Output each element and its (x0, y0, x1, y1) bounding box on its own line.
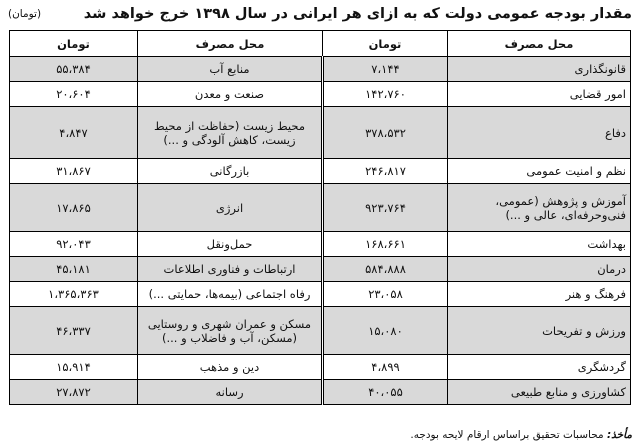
cell-amount-right: ۱۵،۰۸۰ (323, 307, 448, 355)
cell-amount-right: ۴،۸۹۹ (323, 355, 448, 380)
cell-amount-left: ۴۵،۱۸۱ (10, 257, 138, 282)
cell-category-right: امور قضایی (448, 82, 631, 107)
table-row (10, 380, 631, 405)
unit-note: (تومان) (8, 8, 42, 20)
cell-category-right: گردشگری (448, 355, 631, 380)
cell-category-right: ورزش و تفریحات (448, 307, 631, 355)
cell-category-left: محیط زیست (حفاظت از محیط زیست، کاهش آلودگی و ...) (138, 107, 323, 159)
cell-amount-left: ۹۲،۰۴۳ (10, 232, 138, 257)
cell-category-left: بازرگانی (138, 159, 323, 184)
header-category-right: محل مصرف (448, 31, 631, 57)
cell-category-left: ارتباطات و فناوری اطلاعات (138, 257, 323, 282)
cell-category-left: مسکن و عمران شهری و روستایی (مسکن، آب و فاضلاب و ...) (138, 307, 323, 355)
cell-amount-right: ۲۳،۰۵۸ (323, 282, 448, 307)
table-row (10, 107, 631, 159)
cell-amount-right: ۳۷۸،۵۳۲ (323, 107, 448, 159)
cell-category-right: آموزش و پژوهش (عمومی، فنی‌وحرفه‌ای، عالی و ...) (448, 184, 631, 232)
cell-amount-right: ۲۴۶،۸۱۷ (323, 159, 448, 184)
cell-category-right: نظم و امنیت عمومی (448, 159, 631, 184)
budget-table (9, 30, 631, 405)
header-amount-right: تومان (323, 31, 448, 57)
cell-category-right: فرهنگ و هنر (448, 282, 631, 307)
table-row (10, 282, 631, 307)
cell-category-right: دفاع (448, 107, 631, 159)
cell-amount-right: ۷،۱۴۴ (323, 57, 448, 82)
cell-category-right: بهداشت (448, 232, 631, 257)
table-row (10, 257, 631, 282)
table-row (10, 159, 631, 184)
cell-amount-left: ۱۵،۹۱۴ (10, 355, 138, 380)
cell-amount-left: ۱۷،۸۶۵ (10, 184, 138, 232)
cell-amount-right: ۵۸۴،۸۸۸ (323, 257, 448, 282)
cell-category-left: دین و مذهب (138, 355, 323, 380)
cell-amount-right: ۴۰،۰۵۵ (323, 380, 448, 405)
table-row (10, 307, 631, 355)
header-amount-left: تومان (10, 31, 138, 57)
page-title: مقدار بودجه عمومی دولت که به ازای هر ایرانی در سال ۱۳۹۸ خرج خواهد شد (83, 6, 632, 22)
cell-amount-left: ۲۷،۸۷۲ (10, 380, 138, 405)
cell-category-left: حمل‌ونقل (138, 232, 323, 257)
cell-category-left: صنعت و معدن (138, 82, 323, 107)
table-row (10, 82, 631, 107)
cell-amount-left: ۴۶،۳۳۷ (10, 307, 138, 355)
cell-category-left: رسانه (138, 380, 323, 405)
table-row (10, 184, 631, 232)
cell-category-left: منابع آب (138, 57, 323, 82)
source-note (8, 429, 632, 441)
table-row (10, 232, 631, 257)
cell-category-right: قانونگذاری (448, 57, 631, 82)
cell-amount-left: ۱،۳۶۵،۳۶۳ (10, 282, 138, 307)
source-text: محاسبات تحقیق براساس ارقام لایحه بودجه. (410, 429, 607, 441)
cell-amount-right: ۹۲۳،۷۶۴ (323, 184, 448, 232)
cell-amount-left: ۲۰،۶۰۴ (10, 82, 138, 107)
cell-category-right: کشاورزی و منابع طبیعی (448, 380, 631, 405)
cell-amount-left: ۳۱،۸۶۷ (10, 159, 138, 184)
cell-category-left: انرژی (138, 184, 323, 232)
header-category-left: محل مصرف (138, 31, 323, 57)
cell-amount-right: ۱۶۸،۶۶۱ (323, 232, 448, 257)
cell-amount-left: ۴،۸۴۷ (10, 107, 138, 159)
cell-amount-left: ۵۵،۳۸۴ (10, 57, 138, 82)
cell-category-right: درمان (448, 257, 631, 282)
source-key: مأخذ: (606, 429, 632, 441)
title-row (8, 2, 632, 26)
table-row (10, 57, 631, 82)
cell-amount-right: ۱۴۲،۷۶۰ (323, 82, 448, 107)
cell-category-left: رفاه اجتماعی (بیمه‌ها، حمایتی ...) (138, 282, 323, 307)
table-row (10, 355, 631, 380)
table-header-row (10, 31, 631, 57)
